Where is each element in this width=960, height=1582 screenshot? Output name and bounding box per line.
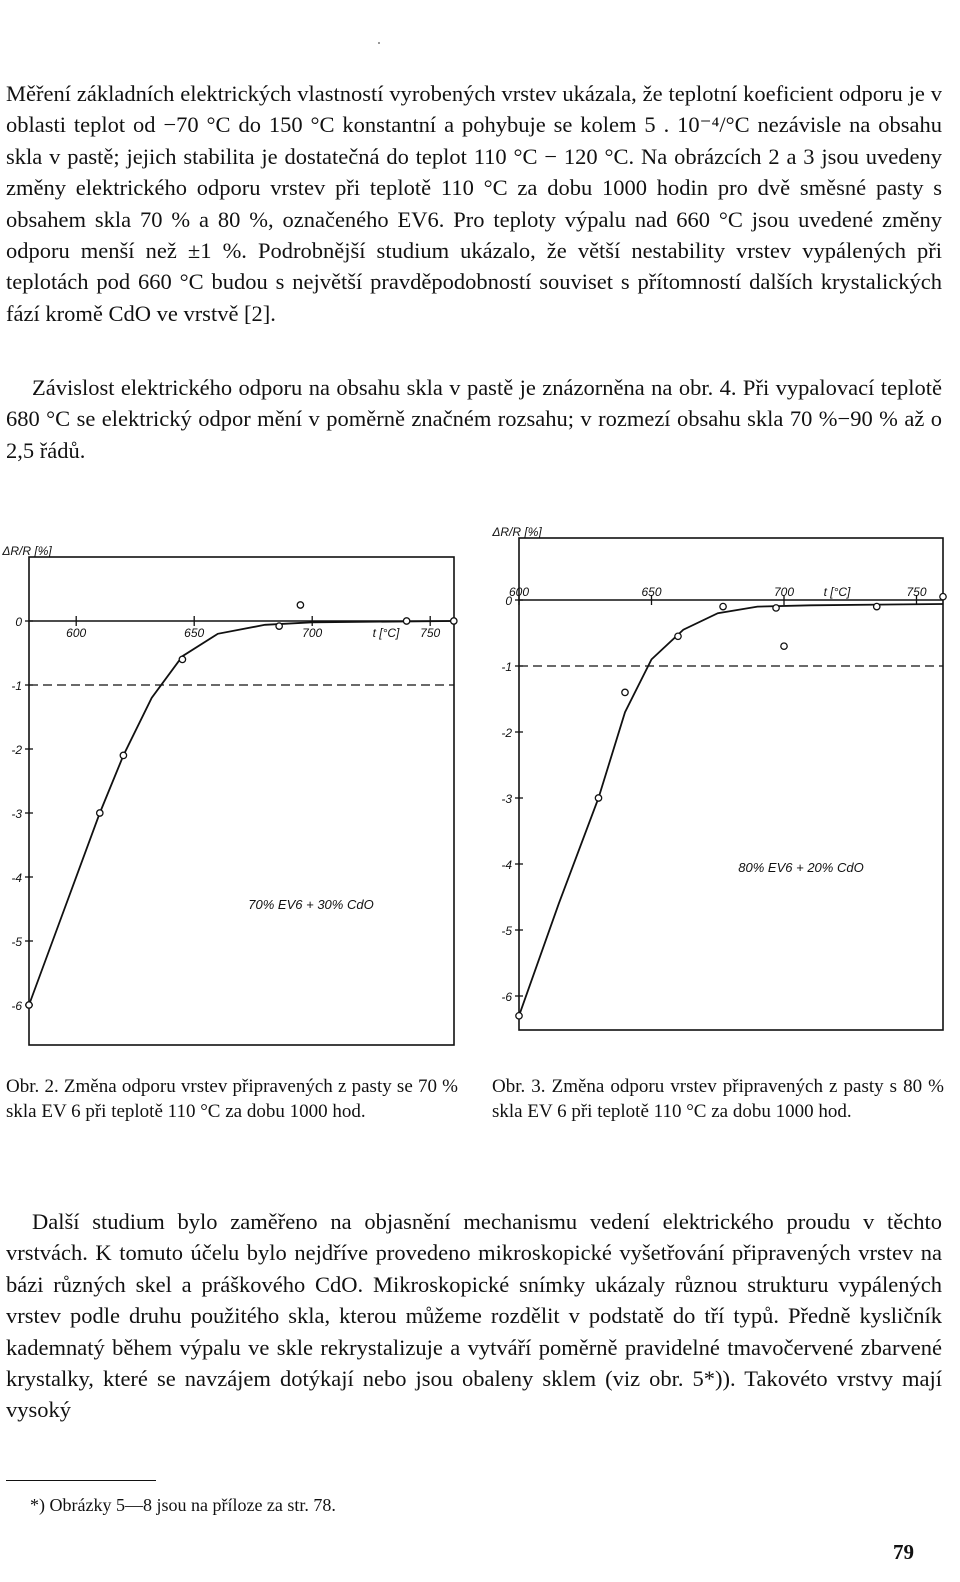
- data-point: [940, 594, 946, 600]
- series-annotation: 70% EV6 + 30% CdO: [248, 897, 374, 912]
- data-point: [451, 618, 457, 624]
- data-point: [874, 603, 880, 609]
- x-tick-label: 600: [508, 585, 530, 599]
- footnote: *) Obrázky 5—8 jsou na příloze za str. 78.: [30, 1495, 336, 1515]
- data-point: [403, 618, 409, 624]
- x-tick-label: 650: [184, 626, 205, 640]
- y-tick-label: -3: [501, 792, 512, 806]
- figure-3-svg: [492, 525, 947, 1033]
- y-tick-label: -1: [11, 679, 22, 693]
- fitted-curve: [29, 621, 454, 1005]
- data-point: [675, 633, 681, 639]
- y-tick-label: -3: [11, 807, 22, 821]
- x-tick-label: 600: [66, 626, 87, 640]
- data-point: [720, 603, 726, 609]
- page-number: 79: [893, 1540, 914, 1564]
- y-tick-label: 0: [15, 615, 22, 629]
- data-point: [120, 752, 126, 758]
- figure-3-chart: [492, 525, 947, 1033]
- x-tick-label: 700: [773, 585, 795, 599]
- y-tick-label: -5: [11, 935, 22, 949]
- y-tick-label: -2: [11, 743, 22, 757]
- data-point: [595, 795, 601, 801]
- y-tick-label: 0: [505, 594, 512, 608]
- x-axis-label: t [°C]: [823, 585, 851, 599]
- paragraph-1: Měření základních elektrických vlastností vyrobených vrstev ukázala, že teplotní koeficient odporu je v oblasti teplot od −70 °C do 150 °C konstantní a pohybuje se kolem 5 . 10⁻⁴/°C nezávisle na obsahu skla v pastě; jejich stabilita je dostatečná do teplot 110 °C − 120 °C. Na obrázcích 2 a 3 jsou uvedeny změny elektrického odporu vrstev při teplotě 110 °C za dobu 1000 hodin pro dvě směsné pasty s obsahem skla 70 % a 80 %, označeného EV6. Pro teploty výpalu nad 660 °C jsou uvedené změny odporu menší než ±1 %. Podrobnější studium ukázalo, že větší nestability vrstev vypálených při teplotách pod 660 °C budou s největší pravděpodobností souviset s přítomností dalších krystalických fází kromě CdO ve vrstvě [2].: [6, 81, 942, 326]
- data-point: [773, 605, 779, 611]
- figure-2-chart: [2, 544, 461, 1048]
- y-tick-label: -5: [501, 924, 512, 938]
- y-tick-label: -4: [501, 858, 512, 872]
- scan-speck: [378, 42, 380, 44]
- x-tick-label: 650: [641, 585, 662, 599]
- data-point: [516, 1013, 522, 1019]
- data-point: [622, 689, 628, 695]
- data-point: [276, 623, 282, 629]
- y-axis-label: ΔR/R [%]: [2, 544, 52, 558]
- y-tick-label: -6: [501, 990, 512, 1004]
- x-tick-label: 700: [302, 626, 323, 640]
- data-point: [26, 1002, 32, 1008]
- paragraph-3-text: Další studium bylo zaměřeno na objasnění mechanismu vedení elektrického proudu v těchto vrstvách. K tomuto účelu bylo nejdříve provedeno mikroskopické vyšetřování připravených vrstev na bázi různých skel a práškového CdO. Mikroskopické snímky ukázaly různou strukturu vypálených vrstev podle druhu použitého skla, kterou můžeme rozdělit v podstatě do tří typů. Předně kysličník kademnatý během výpalu ve skle rekrystalizuje a vytváří poměrně pravidelné tmavočervené zbarvené krystalky, které se navzájem dotýkají nebo jsou obaleny sklem (viz obr. 5*)). Takovéto vrstvy mají vysoký: [6, 1209, 942, 1423]
- y-tick-label: -1: [501, 660, 512, 674]
- data-point: [179, 656, 185, 662]
- series-annotation: 80% EV6 + 20% CdO: [738, 860, 864, 875]
- y-tick-label: -4: [11, 871, 22, 885]
- paragraph-3: [6, 1206, 942, 1426]
- figure-3-caption: Obr. 3. Změna odporu vrstev připravených z pasty s 80 % skla EV 6 při teplotě 110 °C za dobu 1000 hod.: [492, 1076, 944, 1122]
- y-axis-label: ΔR/R [%]: [492, 525, 542, 539]
- figure-2-caption: Obr. 2. Změna odporu vrstev připravených z pasty se 70 % skla EV 6 při teplotě 110 °C za dobu 1000 hod.: [6, 1076, 458, 1122]
- y-tick-label: -2: [501, 726, 512, 740]
- y-tick-label: -6: [11, 999, 22, 1013]
- figure-2-svg: [2, 544, 461, 1048]
- x-tick-label: 750: [906, 585, 927, 599]
- data-point: [781, 643, 787, 649]
- data-point: [297, 602, 303, 608]
- footnote-rule: [6, 1480, 156, 1481]
- x-axis-label: t [°C]: [372, 626, 400, 640]
- paragraph-2: [6, 372, 942, 466]
- x-tick-label: 750: [420, 626, 441, 640]
- data-point: [97, 810, 103, 816]
- paragraph-2-text: Závislost elektrického odporu na obsahu skla v pastě je znázorněna na obr. 4. Při vypalovací teplotě 680 °C se elektrický odpor mění v poměrně značném rozsahu; v rozmezí obsahu skla 70 %−90 % až o 2,5 řádů.: [6, 375, 942, 463]
